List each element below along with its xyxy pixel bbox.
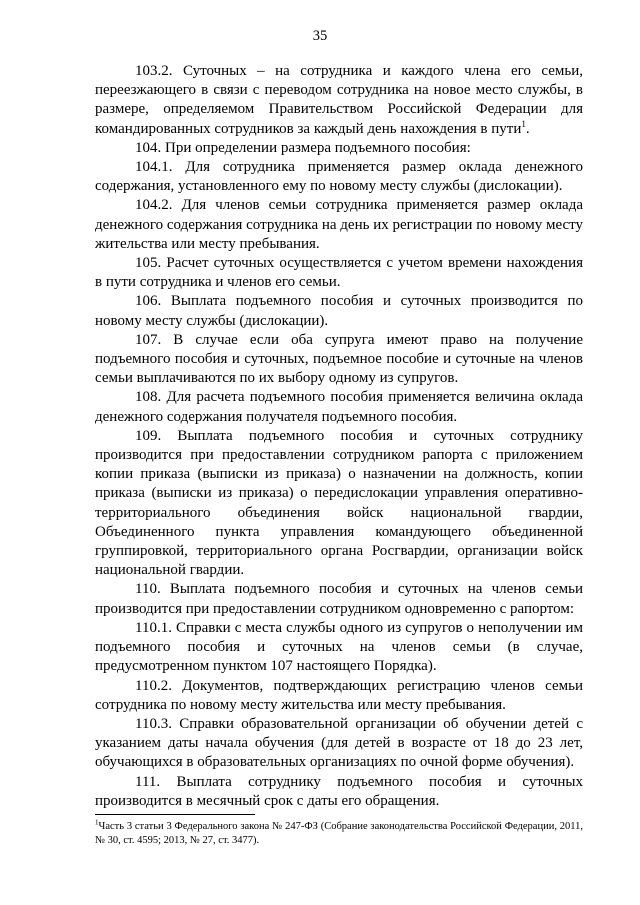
footnote-marker: 1 [95, 818, 99, 827]
paragraph-104-2: 104.2. Для членов семьи сотрудника применяется размер оклада денежного содержания сотрудника на день их регистрации по новому месту жительства или месту пребывания. [95, 197, 583, 252]
paragraph-104-1: 104.1. Для сотрудника применяется размер оклада денежного содержания, установленного ему по новому месту службы (дислокации). [95, 159, 583, 195]
footnote-separator [95, 814, 255, 815]
paragraph-110: 110. Выплата подъемного пособия и суточных на членов семьи производится при предоставлении сотрудником одновременно с рапортом: [95, 581, 583, 617]
paragraph-108: 108. Для расчета подъемного пособия применяется величина оклада денежного содержания получателя подъемного пособия. [95, 389, 583, 425]
paragraph-110-3: 110.3. Справки образовательной организации об обучении детей с указанием даты начала обучения (для детей в возрасте от 18 до 23 лет, обучающихся в образовательных организациях по очной форме обучения). [95, 715, 583, 771]
footnote [95, 820, 583, 848]
footnote-text: Часть 3 статьи 3 Федерального закона № 247-ФЗ (Собрание законодательства Российской Федерации, 2011, № 30, ст. 4595; 2013, № 27, ст. 3477). [95, 821, 583, 846]
paragraph-106: 106. Выплата подъемного пособия и суточных производится по новому месту службы (дислокации). [95, 293, 583, 329]
paragraph-110-2: 110.2. Документов, подтверждающих регистрацию членов семьи сотрудника по новому месту жительства или месту пребывания. [95, 677, 583, 713]
document-body [95, 62, 583, 811]
paragraph-110-1: 110.1. Справки с места службы одного из супругов о неполучении им подъемного пособия и суточных на членов семьи (в случае, предусмотренном пунктом 107 настоящего Порядка). [95, 619, 583, 675]
paragraph-105: 105. Расчет суточных осуществляется с учетом времени нахождения в пути сотрудника и членов его семьи. [95, 255, 583, 291]
page-number: 35 [312, 28, 328, 44]
footnote-reference: 1 [521, 118, 526, 129]
paragraph-111: 111. Выплата сотруднику подъемного пособия и суточных производится в месячный срок с даты его обращения. [95, 773, 583, 809]
paragraph-109: 109. Выплата подъемного пособия и суточных сотруднику производится при предоставлении сотрудником рапорта с приложением копии приказа (выписки из приказа) о назначении на должность, копии приказа (выписки из приказа) о передислокации управления оперативно-территориального объединения войск национальной гвардии, Объединенного пункта управления командующего объединенной группировкой, территориального органа Росгвардии, организации войск национальной гвардии. [95, 427, 583, 579]
paragraph-107: 107. В случае если оба супруга имеют право на получение подъемного пособия и суточных, подъемное пособие и суточные на членов семьи выплачиваются по их выбору одному из супругов. [95, 331, 583, 387]
paragraph-103-2: 103.2. Суточных – на сотрудника и каждого члена его семьи, переезжающего в связи с переводом сотрудника на новое место службы, в размере, определяемом Правительством Российской Федерации для командированных сотрудников за каждый день нахождения в пути$^1$. [95, 63, 583, 137]
paragraph-104: 104. При определении размера подъемного пособия: [135, 139, 471, 156]
